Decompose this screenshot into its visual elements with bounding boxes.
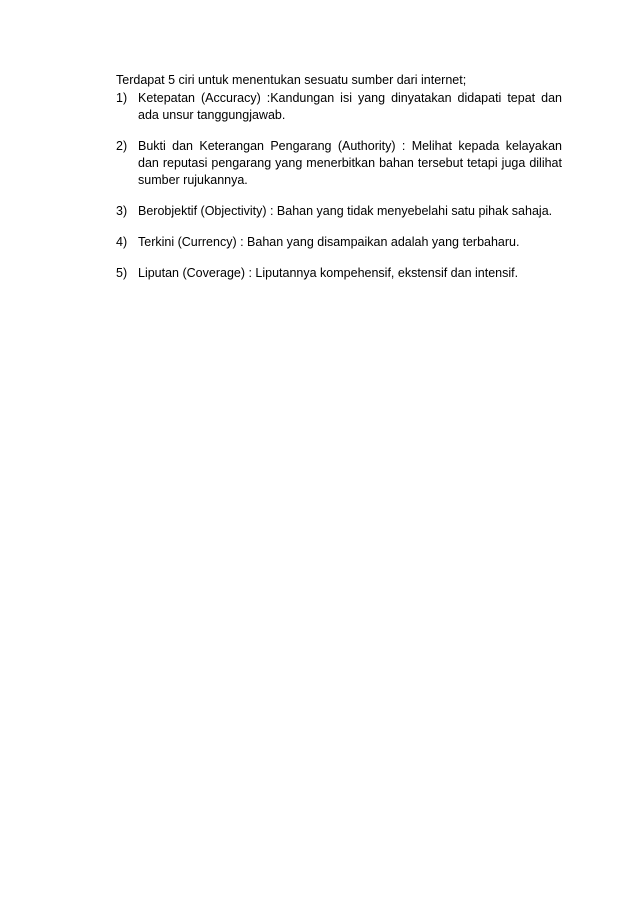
list-item-number: 1)	[116, 91, 128, 105]
list-item	[116, 203, 562, 220]
intro-paragraph: Terdapat 5 ciri untuk menentukan sesuatu sumber dari internet;	[116, 73, 467, 87]
list-item	[116, 234, 562, 251]
list-item-number: 5)	[116, 266, 128, 280]
list-item-number: 4)	[116, 235, 128, 249]
list-item-text: Liputan (Coverage) : Liputannya kompehensif, ekstensif dan intensif.	[138, 266, 519, 280]
list-item	[116, 90, 562, 124]
list-item-text: Bukti dan Keterangan Pengarang (Authority) : Melihat kepada kelayakan dan reputasi pengarang yang menerbitkan bahan tersebut tetapi juga dilihat sumber rujukannya.	[138, 139, 562, 187]
criteria-list	[116, 90, 562, 282]
list-item-text: Terkini (Currency) : Bahan yang disampaikan adalah yang terbaharu.	[138, 235, 520, 249]
document-body	[116, 72, 562, 296]
list-item	[116, 265, 562, 282]
list-item-text: Berobjektif (Objectivity) : Bahan yang tidak menyebelahi satu pihak sahaja.	[138, 204, 553, 218]
list-item-number: 2)	[116, 139, 128, 153]
list-item-number: 3)	[116, 204, 128, 218]
list-item-text: Ketepatan (Accuracy) :Kandungan isi yang dinyatakan didapati tepat dan ada unsur tanggungjawab.	[138, 91, 562, 122]
list-item	[116, 138, 562, 189]
